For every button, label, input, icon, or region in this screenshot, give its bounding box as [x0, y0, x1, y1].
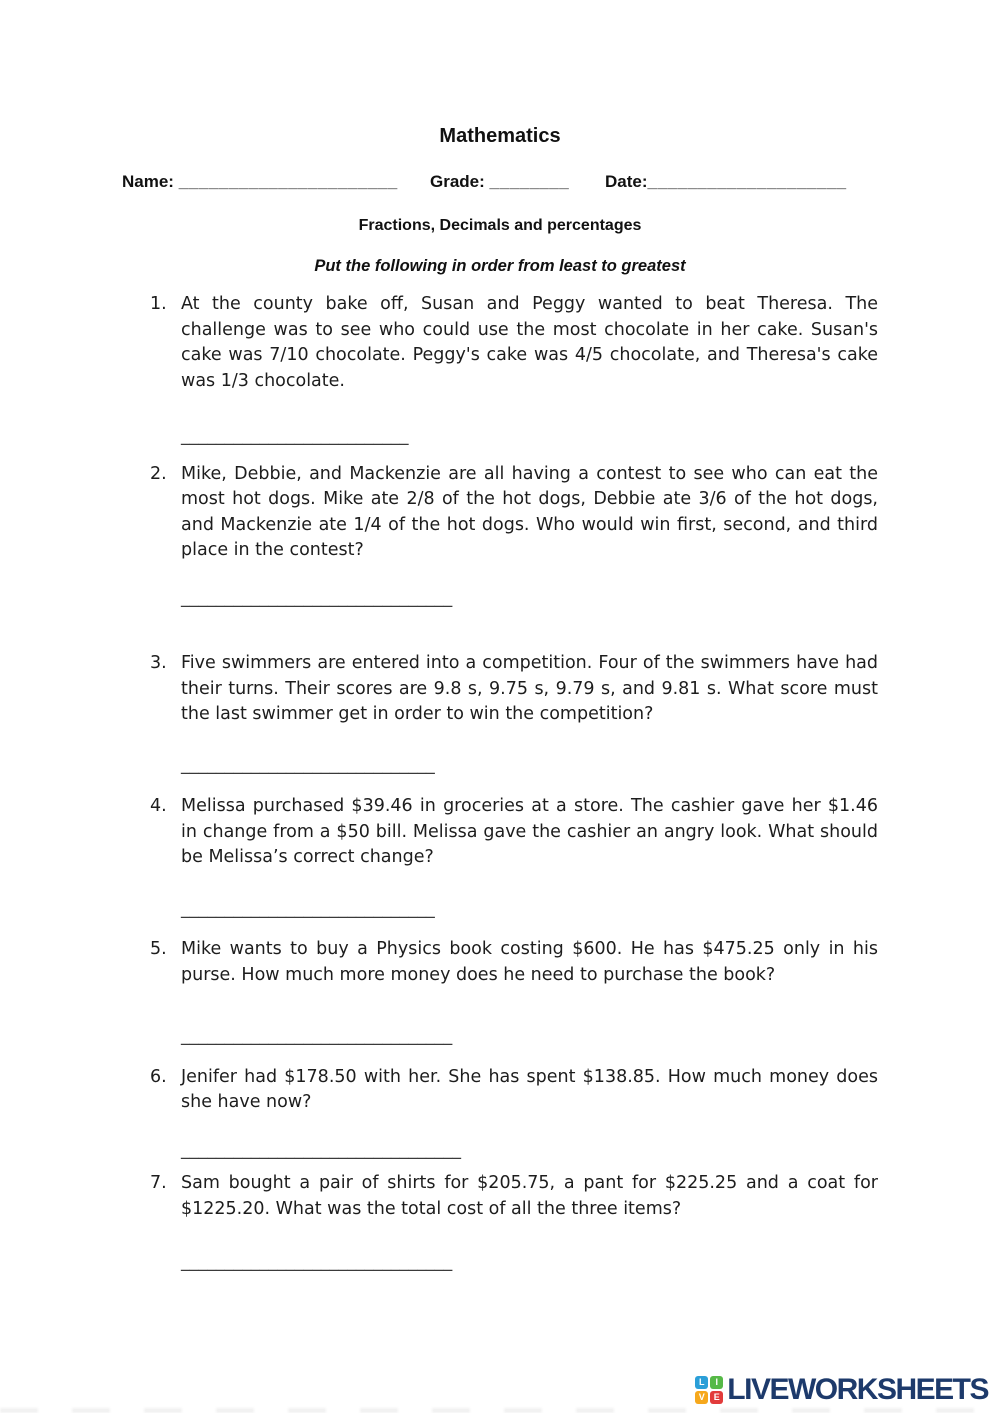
answer-blank[interactable]: _____________________________: [181, 754, 435, 775]
question-number: 1.: [150, 294, 167, 314]
question-text: Jenifer had $178.50 with her. She has spent $138.85. How much money does she have now?: [181, 1066, 878, 1112]
question-row: [150, 1171, 878, 1222]
worksheet-instruction: Put the following in order from least to greatest: [314, 257, 686, 275]
question-number: 5.: [150, 939, 167, 959]
liveworksheets-logo-icon: [695, 1376, 723, 1404]
name-blank[interactable]: ______________________: [178, 172, 398, 191]
question-number: 7.: [150, 1173, 167, 1193]
question-row: [150, 794, 878, 871]
date-blank[interactable]: ____________________: [647, 172, 847, 191]
question-row: [150, 292, 878, 394]
question-item: [150, 937, 878, 1050]
worksheet-subtitle: Fractions, Decimals and percentages: [358, 217, 642, 234]
question-number: 4.: [150, 796, 167, 816]
question-text: Five swimmers are entered into a competition. Four of the swimmers have had their turns. Their scores are 9.8 s, 9.75 s, 9.79 s, and 9.81 s. What score must the last swimmer get in order to win the competition?: [181, 653, 878, 724]
logo-tile-v: V: [695, 1391, 708, 1404]
date-field: [605, 170, 878, 193]
logo-tile-l: L: [695, 1376, 708, 1389]
logo-tile-i: I: [710, 1376, 723, 1389]
date-label: Date:: [605, 172, 648, 191]
question-text: Sam bought a pair of shirts for $205.75, a pant for $225.25 and a coat for $1225.20. What was the total cost of all the three items?: [181, 1173, 878, 1219]
answer-blank[interactable]: _______________________________: [181, 587, 453, 608]
question-number: 6.: [150, 1066, 167, 1087]
answer-blank[interactable]: __________________________: [181, 426, 409, 446]
grade-label: Grade:: [430, 172, 485, 191]
question-row: [150, 651, 878, 728]
question-text: Melissa purchased $39.46 in groceries at a store. The cashier gave her $1.46 in change from a $50 bill. Melissa gave the cashier an angry look. What should be Melissa’s correct change?: [181, 796, 878, 867]
header-fields-row: [122, 170, 878, 193]
answer-blank[interactable]: _______________________________: [181, 1026, 453, 1046]
question-text: Mike wants to buy a Physics book costing $600. He has $475.25 only in his purse. How much more money does he need to purchase the book?: [181, 939, 878, 985]
question-text: Mike, Debbie, and Mackenzie are all having a contest to see who can eat the most hot dogs. Mike ate 2/8 of the hot dogs, Debbie ate 3/6 of the hot dogs, and Mackenzie ate 1/4 of the hot dogs. Who would win first, second, and third place in the contest?: [181, 463, 878, 560]
question-item: [150, 651, 878, 778]
name-label: Name:: [122, 172, 174, 191]
questions-list: [150, 292, 878, 1276]
liveworksheets-logo: [695, 1373, 988, 1406]
answer-blank[interactable]: ________________________________: [181, 1139, 461, 1160]
liveworksheets-logo-text: LIVEWORKSHEETS: [727, 1373, 988, 1406]
question-row: [150, 937, 878, 988]
page-title: Mathematics: [439, 125, 561, 147]
answer-blank[interactable]: _______________________________: [181, 1252, 453, 1272]
grade-field: [430, 170, 605, 193]
question-text: At the county bake off, Susan and Peggy wanted to beat Theresa. The challenge was to see who could use the most chocolate in her cake. Susan's cake was 7/10 chocolate. Peggy's cake was 4/5 chocolate, and Theresa's cake was 1/3 chocolate.: [181, 294, 878, 391]
question-item: [150, 292, 878, 450]
question-row: [150, 462, 878, 564]
page-edge-artifact: [0, 1408, 1000, 1413]
question-item: [150, 1171, 878, 1276]
question-item: [150, 1065, 878, 1164]
question-item: [150, 794, 878, 922]
question-number: 3.: [150, 653, 167, 673]
question-item: [150, 462, 878, 612]
question-row: [150, 1065, 878, 1116]
question-number: 2.: [150, 463, 167, 484]
answer-blank[interactable]: _____________________________: [181, 898, 435, 919]
grade-blank[interactable]: ________: [489, 172, 570, 191]
logo-tile-e: E: [710, 1391, 723, 1404]
name-field: [122, 170, 430, 193]
